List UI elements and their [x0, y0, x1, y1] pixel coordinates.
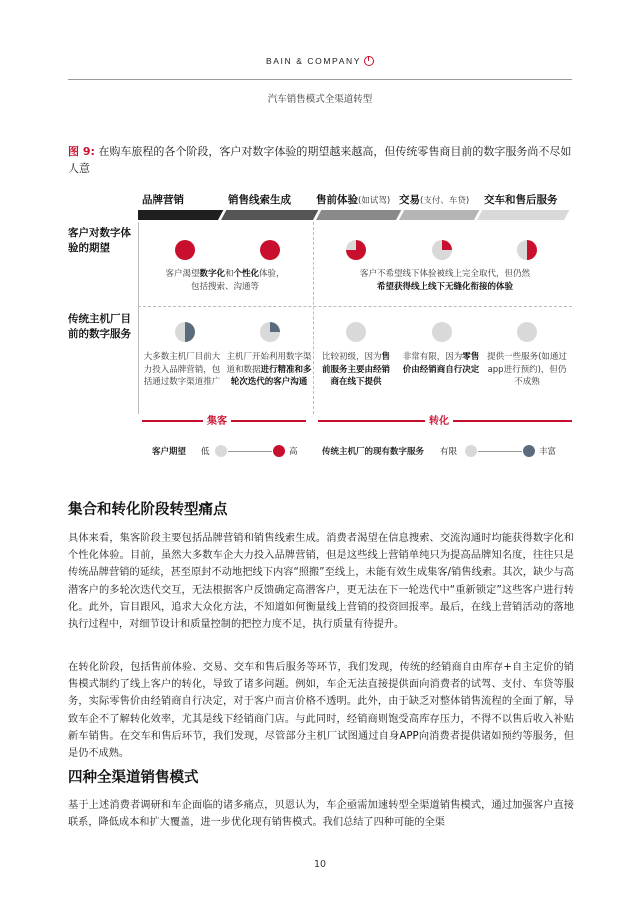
row-divider [138, 306, 572, 307]
expectation-note-acquisition: 客户渴望数字化和个性化体验， 包括搜索、沟通等 [165, 269, 285, 292]
legend-limited-dot [465, 445, 477, 457]
stage-label-5: 交车和售后服务 [484, 194, 558, 206]
legend-low-dot [215, 445, 227, 457]
figure-label: 图 9: [68, 145, 95, 158]
legend-limited: 有限 [440, 447, 458, 457]
phase-divider [313, 222, 314, 414]
legend-high: 高 [289, 447, 298, 457]
paragraph-omnichannel: 基于上述消费者调研和车企面临的诸多痛点，贝恩认为，车企亟需加速转型全渠道销售模式，通过加强客户直接联系，降低成本和扩大覆盖，进一步优化现有销售模式。我们总结了四种可能的全渠 [68, 800, 574, 829]
stage-label-3: 售前体验(如试驾) [316, 194, 391, 206]
stage-label-1: 品牌营销 [142, 194, 184, 206]
row-label-expectation: 客户对数字体验的期望 [68, 227, 131, 254]
legend-scale-line [228, 451, 272, 452]
row-label-divider [138, 222, 139, 414]
stage-label-4: 交易(支付、车贷) [399, 194, 470, 206]
phase-label-conversion: 转化 [425, 412, 453, 427]
oem-dot-transaction [432, 322, 452, 342]
section-heading-omnichannel: 四种全渠道销售模式 [68, 770, 199, 786]
oem-note-transaction: 非常有限，因为零售价由经销商自行决定 [402, 352, 480, 375]
paragraph-acquisition: 具体来看，集客阶段主要包括品牌营销和销售线索生成。消费者渴望在信息搜索、交流沟通时均能获得数字化和个性化体验。目前，虽然大多数车企大力投入品牌营销，但是这些线上营销单纯只为提高品牌知名度，往往只是传统品牌营销的延续，甚至原封不动地把线下内容“照搬”至线上，未能有效生成集客/销售线索。其次，缺少与高潜客户的多轮次迭代交互，无法根据客户反馈确定高潜客户，更无法在下一轮迭代中“重新锁定”这些客户进行转化。此外，盲目跟风，追求大众化方法，不知道如何衡量线上营销的投资回报率。最后，在线上营销活动的落地执行过程中，对细节设计和质量控制的把控力度不足，执行质量有待提升。 [68, 533, 574, 631]
legend-low: 低 [201, 447, 210, 457]
expectation-dot-pre-sales [346, 240, 366, 260]
expectation-dot-brand-marketing [175, 240, 195, 260]
oem-dot-pre-sales [346, 322, 366, 342]
oem-note-brand-marketing: 大多数主机厂目前大力投入品牌营销，包括通过数字渠道推广 [143, 352, 221, 387]
expectation-note-conversion: 客户不希望线下体验被线上完全取代，但仍然 希望获得线上线下无缝化衔接的体验 [359, 269, 530, 292]
document-title: 汽车销售模式全渠道转型 [267, 94, 373, 105]
page-number: 10 [313, 859, 327, 870]
oem-note-lead-generation: 主机厂开始利用数字渠道和数据进行精准和多轮次迭代的客户沟通 [226, 352, 312, 387]
oem-dot-brand-marketing [175, 322, 195, 342]
legend-rich: 丰富 [539, 447, 557, 457]
brand-header [0, 56, 640, 66]
legend-expectation-label: 客户期望 [152, 447, 187, 457]
expectation-dot-transaction [432, 240, 452, 260]
legend-service-scale-line [478, 451, 522, 452]
oem-dot-delivery [517, 322, 537, 342]
brand-name: BAIN & COMPANY [266, 56, 361, 66]
section-heading-pain-points: 集合和转化阶段转型痛点 [68, 502, 228, 518]
brand-logo-icon [364, 56, 374, 66]
legend-rich-dot [523, 445, 535, 457]
oem-note-delivery: 提供一些服务(如通过app进行预约)，但仍不成熟 [487, 352, 567, 387]
figure-caption [68, 143, 572, 177]
paragraph-conversion: 在转化阶段，包括售前体验、交易、交车和售后服务等环节，我们发现，传统的经销商自由库存+自主定价的销售模式制约了线上客户的转化，导致了诸多问题。例如，车企无法直接提供面向消费者的试驾、支付、车贷等服务，实际零售价由经销商自行决定，对于客户而言价格不透明。此外，由于缺乏对整体销售流程的全面了解，导致车企不了解转化效率，尤其是线下经销商门店。与此同时，经销商则饱受高库存压力，不得不以售后收入补贴新车销售。在交车和售后环节，我们发现，尽管部分主机厂试图通过自身APP向消费者提供诸如预约等服务，但是仍不成熟。 [68, 662, 574, 760]
expectation-dot-lead-generation [260, 240, 280, 260]
header-divider [68, 79, 572, 80]
phase-label-acquisition: 集客 [203, 412, 231, 427]
row-label-oem: 传统主机厂目前的数字服务 [68, 313, 131, 340]
legend-service-label: 传统主机厂的现有数字服务 [322, 447, 425, 457]
stage-label-2: 销售线索生成 [228, 194, 291, 206]
expectation-dot-delivery [517, 240, 537, 260]
figure-caption-text: 在购车旅程的各个阶段，客户对数字体验的期望越来越高，但传统零售商目前的数字服务尚不尽如人意 [68, 145, 572, 175]
legend-high-dot [273, 445, 285, 457]
oem-dot-lead-generation [260, 322, 280, 342]
oem-note-pre-sales: 比较初级，因为售前服务主要由经销商在线下提供 [321, 352, 391, 387]
